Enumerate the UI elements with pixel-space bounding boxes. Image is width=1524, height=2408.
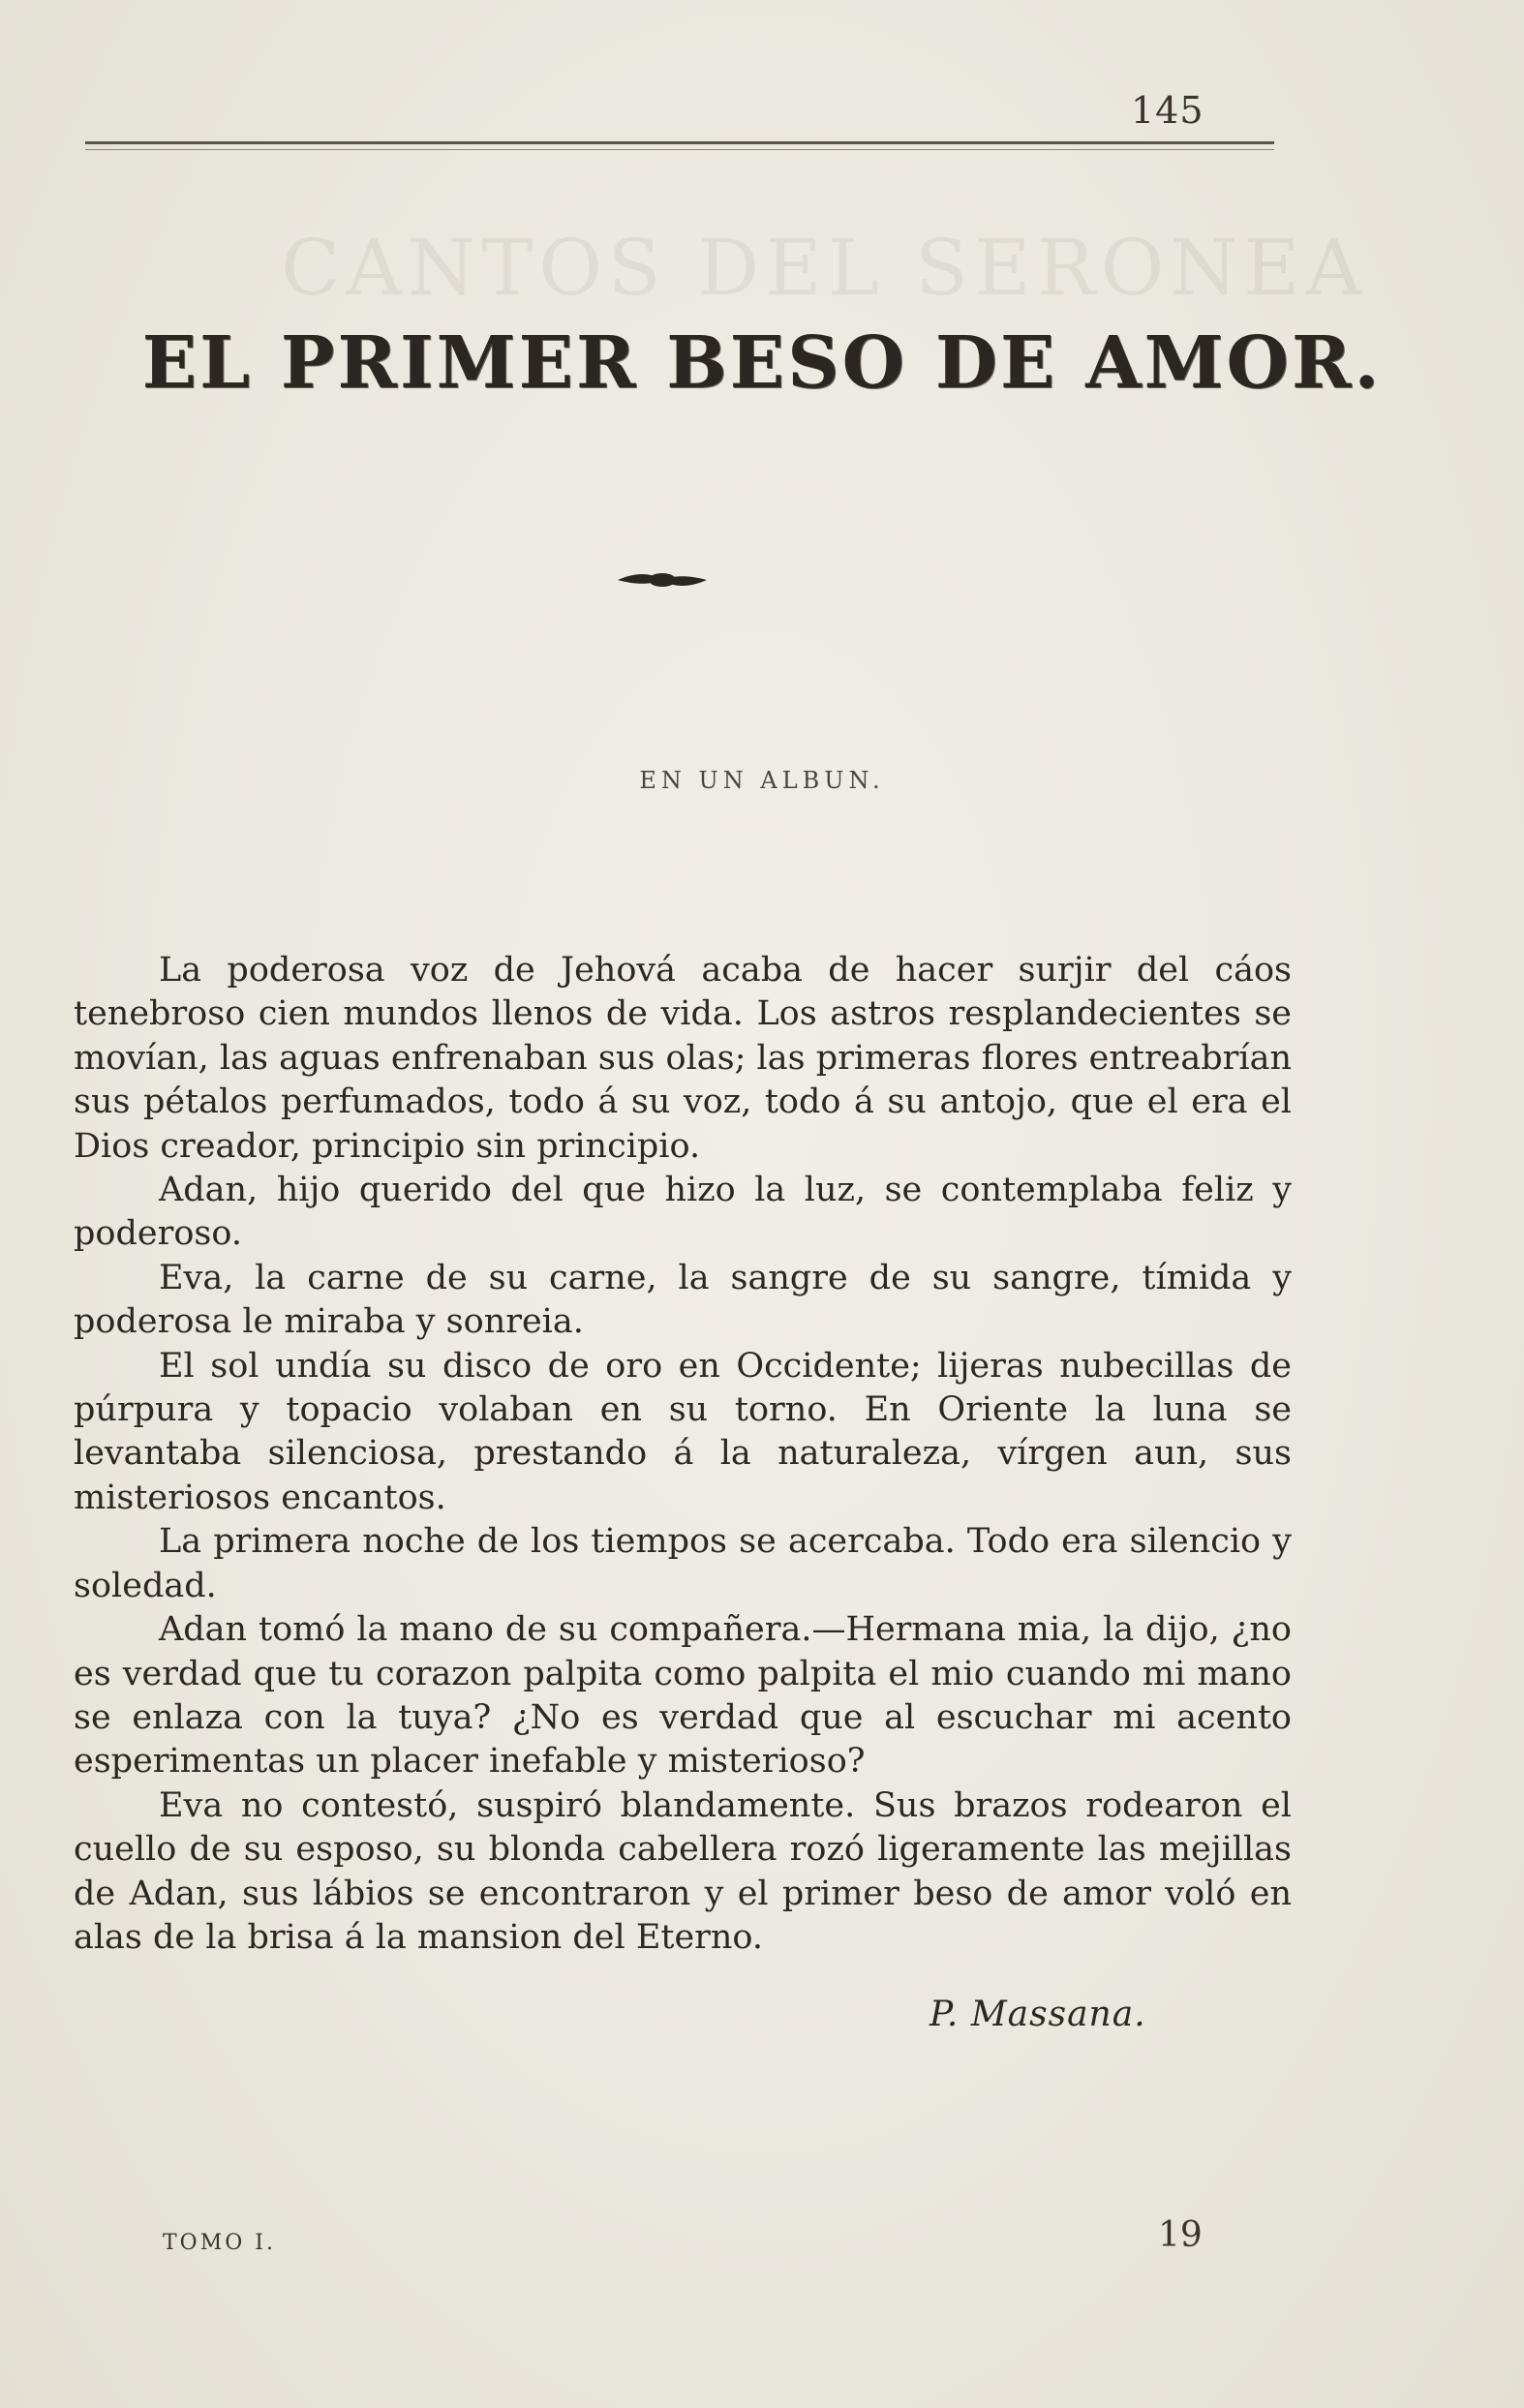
page-number: 145 [1131, 89, 1204, 132]
volume-label: TOMO I. [163, 2231, 276, 2255]
header-rule-thin [85, 149, 1274, 150]
paragraph: La poderosa voz de Jehová acaba de hacer surjir del cáos tenebroso cien mundos llenos de vida. Los astros resplandecientes se movían, las aguas enfrenaban sus olas; las primeras flores entreabrían sus pétalos perfumados, todo á su voz, todo á su antojo, que el era el Dios creador, principio sin principio. [74, 951, 1292, 1166]
ornament-divider-icon [616, 569, 709, 591]
paragraph: La primera noche de los tiempos se acercaba. Todo era silencio y soledad. [74, 1522, 1292, 1605]
paragraph: Eva, la carne de su carne, la sangre de su sangre, tímida y poderosa le miraba y sonreia. [74, 1258, 1292, 1342]
paragraph: Adan tomó la mano de su compañera.—Hermana mia, la dijo, ¿no es verdad que tu corazon palpita como palpita el mio cuando mi mano se enlaza con la tuya? ¿No es verdad que al escuchar mi acento esperimentas un placer inefable y misterioso? [74, 1610, 1292, 1782]
article-title: EL PRIMER BESO DE AMOR. [141, 321, 1383, 405]
header-rule [85, 141, 1274, 144]
paragraph: Eva no contestó, suspiró blandamente. Sus brazos rodearon el cuello de su esposo, su blonda cabellera rozó ligeramente las mejillas de Adan, sus lábios se encontraron y el primer beso de amor voló en alas de la brisa á la mansion del Eterno. [74, 1785, 1292, 1957]
signature-mark: 19 [1158, 2215, 1203, 2255]
paragraph: El sol undía su disco de oro en Occidente; lijeras nubecillas de púrpura y topacio volaban en su torno. En Oriente la luna se levantaba silenciosa, prestando á la naturaleza, vírgen aun, sus misteriosos encantos. [74, 1346, 1292, 1517]
article-body [74, 949, 1292, 1960]
bleed-through-text: CANTOS DEL SERONEA [281, 223, 1368, 313]
author-signature: P. Massana. [930, 1995, 1146, 2034]
article-subtitle: EN UN ALBUN. [639, 767, 885, 794]
paragraph: Adan, hijo querido del que hizo la luz, se contemplaba feliz y poderoso. [74, 1171, 1292, 1254]
